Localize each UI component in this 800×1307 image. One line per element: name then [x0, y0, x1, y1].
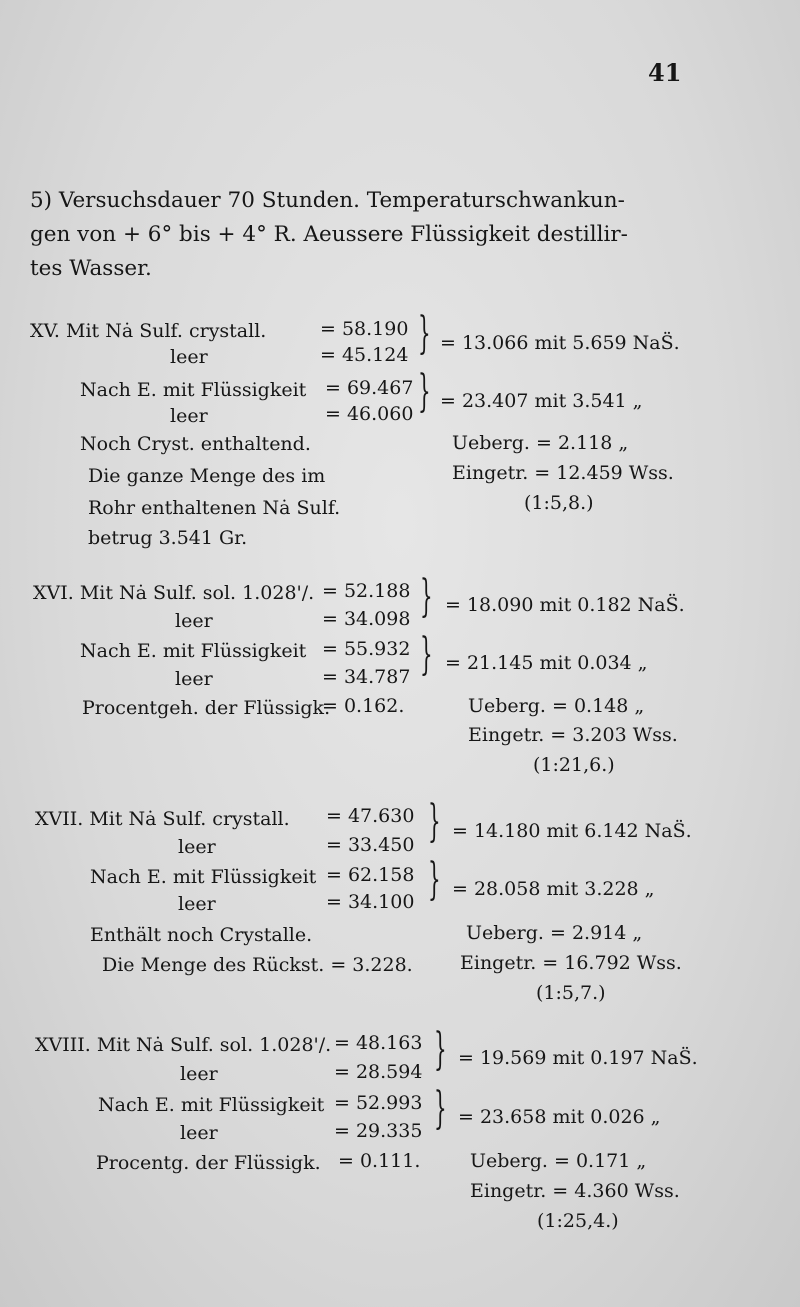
row-label: Nach E. mit Flüssigkeit [98, 1094, 325, 1116]
note-line: betrug 3.541 Gr. [88, 527, 248, 549]
note-line: Die Menge des Rückst. = 3.228. [102, 954, 413, 976]
brace: } [434, 1024, 447, 1075]
brace: } [418, 366, 431, 417]
brace: } [428, 854, 441, 905]
row-label: leer [178, 836, 216, 858]
row-value: = 45.124 [320, 344, 409, 366]
note-line: Die ganze Menge des im [88, 465, 326, 487]
row-value: = 52.188 [322, 580, 411, 602]
row-value: = 58.190 [320, 318, 409, 340]
brace: } [428, 796, 441, 847]
intro-line-1: 5) Versuchsdauer 70 Stunden. Temperaturschwankun- [30, 188, 625, 213]
row-label: XVIII. Mit Nȧ Sulf. sol. 1.028'/. [35, 1034, 332, 1056]
side-value: Ueberg. = 2.118 „ [452, 432, 629, 454]
side-value: Ueberg. = 0.148 „ [468, 695, 645, 717]
row-label: Nach E. mit Flüssigkeit [80, 640, 307, 662]
row-value: = 0.162. [322, 695, 405, 717]
row-label: leer [178, 893, 216, 915]
row-label: leer [180, 1122, 218, 1144]
row-value: = 46.060 [325, 403, 414, 425]
row-label: Procentgeh. der Flüssigk. [82, 697, 331, 719]
result: = 14.180 mit 6.142 NaS̈. [452, 820, 692, 842]
row-label: leer [180, 1063, 218, 1085]
row-label: leer [175, 668, 213, 690]
row-value: = 52.993 [334, 1092, 423, 1114]
note-line: Noch Cryst. enthaltend. [80, 433, 311, 455]
side-value: Eingetr. = 3.203 Wss. [468, 724, 678, 746]
intro-paragraph [30, 184, 690, 286]
side-value: Eingetr. = 16.792 Wss. [460, 952, 682, 974]
side-value: Ueberg. = 2.914 „ [466, 922, 643, 944]
row-label: leer [170, 346, 208, 368]
brace: } [418, 308, 431, 359]
row-label: leer [175, 610, 213, 632]
side-value: Eingetr. = 12.459 Wss. [452, 462, 674, 484]
row-value: = 0.111. [338, 1150, 421, 1172]
note-line: Enthält noch Crystalle. [90, 924, 313, 946]
row-label: XVII. Mit Nȧ Sulf. crystall. [35, 808, 290, 830]
side-value: Eingetr. = 4.360 Wss. [470, 1180, 680, 1202]
row-label: Procentg. der Flüssigk. [96, 1152, 321, 1174]
row-value: = 28.594 [334, 1061, 423, 1083]
row-label: Nach E. mit Flüssigkeit [80, 379, 307, 401]
ratio: (1:5,7.) [536, 982, 606, 1004]
row-value: = 34.100 [326, 891, 415, 913]
row-label: XV. Mit Nȧ Sulf. crystall. [30, 320, 267, 342]
row-value: = 69.467 [325, 377, 414, 399]
ratio: (1:21,6.) [533, 754, 615, 776]
row-label: Nach E. mit Flüssigkeit [90, 866, 317, 888]
brace: } [420, 629, 433, 680]
row-value: = 34.098 [322, 608, 411, 630]
row-value: = 47.630 [326, 805, 415, 827]
result: = 23.407 mit 3.541 „ [440, 390, 643, 412]
row-value: = 29.335 [334, 1120, 423, 1142]
result: = 19.569 mit 0.197 NaS̈. [458, 1047, 698, 1069]
result: = 18.090 mit 0.182 NaS̈. [445, 594, 685, 616]
brace: } [434, 1083, 447, 1134]
row-value: = 34.787 [322, 666, 411, 688]
result: = 21.145 mit 0.034 „ [445, 652, 648, 674]
row-label: XVI. Mit Nȧ Sulf. sol. 1.028'/. [33, 582, 315, 604]
page-number: 41 [648, 58, 682, 87]
note-line: Rohr enthaltenen Nȧ Sulf. [88, 497, 341, 519]
brace: } [420, 571, 433, 622]
ratio: (1:25,4.) [537, 1210, 619, 1232]
ratio: (1:5,8.) [524, 492, 594, 514]
intro-line-2: gen von + 6° bis + 4° R. Aeussere Flüssigkeit destillir- [30, 222, 628, 247]
row-value: = 62.158 [326, 864, 415, 886]
side-value: Ueberg. = 0.171 „ [470, 1150, 647, 1172]
row-label: leer [170, 405, 208, 427]
result: = 13.066 mit 5.659 NaS̈. [440, 332, 680, 354]
row-value: = 48.163 [334, 1032, 423, 1054]
row-value: = 55.932 [322, 638, 411, 660]
intro-line-3: tes Wasser. [30, 256, 152, 281]
result: = 23.658 mit 0.026 „ [458, 1106, 661, 1128]
row-value: = 33.450 [326, 834, 415, 856]
result: = 28.058 mit 3.228 „ [452, 878, 655, 900]
